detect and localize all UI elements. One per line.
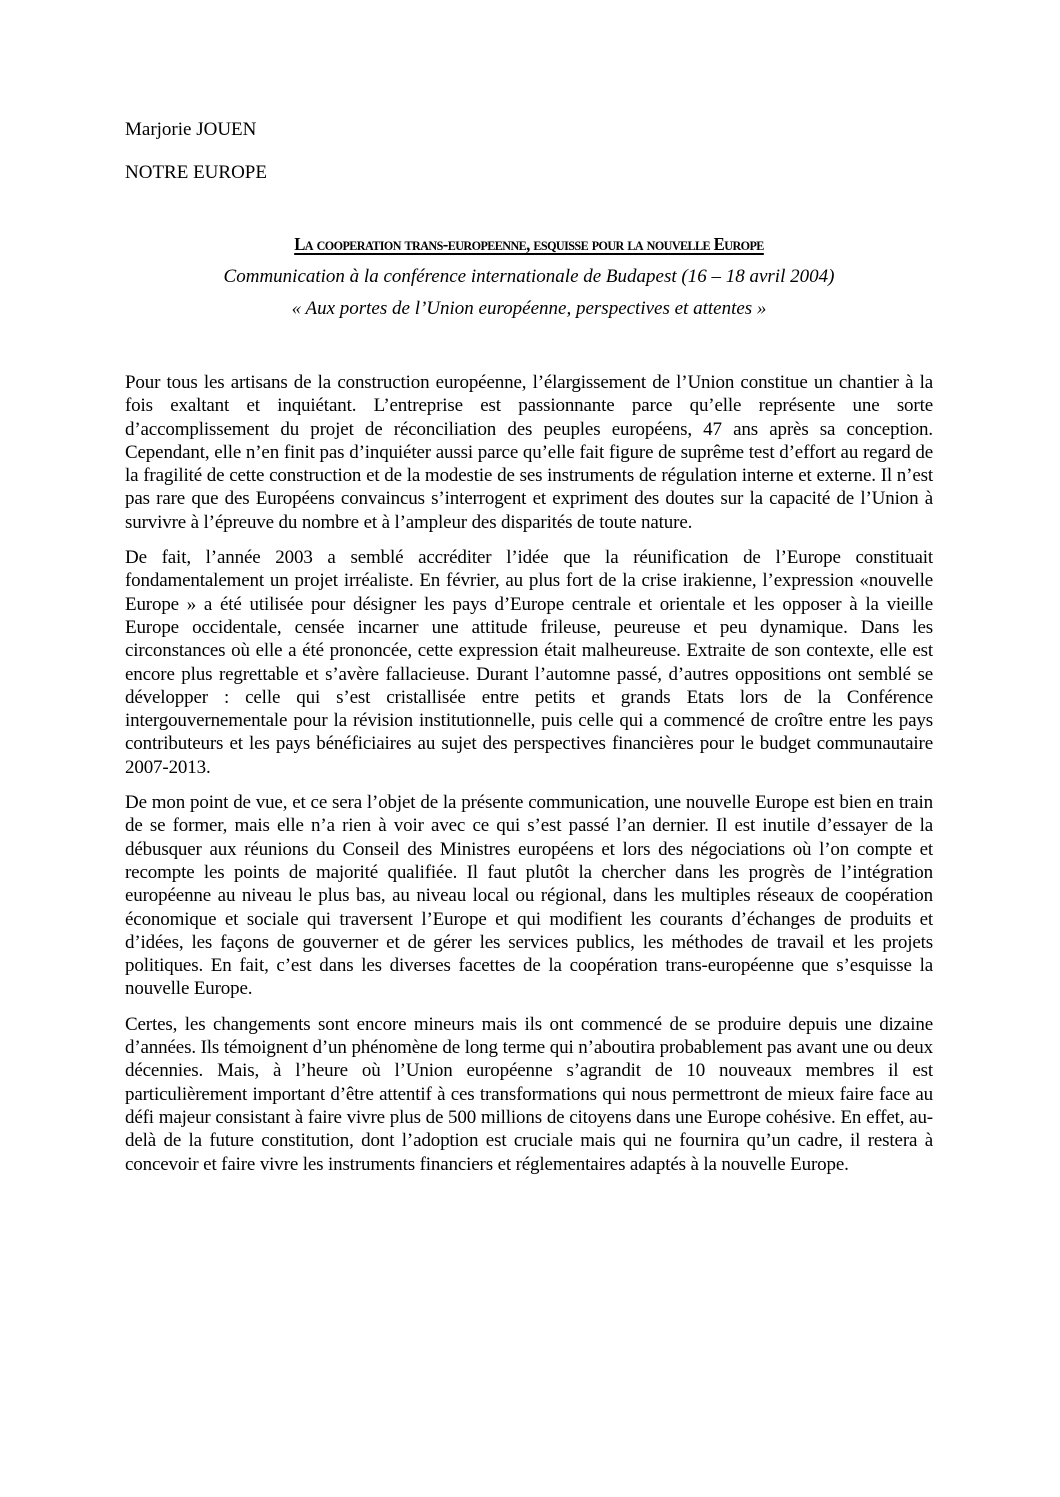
- organization-name: NOTRE EUROPE: [125, 162, 267, 183]
- document-subtitle: Communication à la conférence internationale de Budapest (16 – 18 avril 2004): [223, 266, 835, 287]
- body-paragraph-3: De mon point de vue, et ce sera l’objet de la présente communication, une nouvelle Europe est bien en train de se former, mais elle n’a rien à voir avec ce qui s’est passé l’an dernier. Il est inutile d’essayer de la débusquer aux réunions du Conseil des Ministres européens et lors des négociations où l’on compte et recompte les points de majorité qualifiée. Il faut plutôt la chercher dans les progrès de l’intégration européenne au niveau le plus bas, au niveau local ou régional, dans les multiples réseaux de coopération économique et sociale qui traversent l’Europe et qui modifient les courants d’échanges de produits et d’idées, les façons de gouverner et de gérer les services publics, les méthodes de travail et les projets politiques. En fait, c’est dans les diverses facettes de la coopération trans-européenne que s’esquisse la nouvelle Europe.: [125, 792, 933, 1000]
- body-paragraph-2: De fait, l’année 2003 a semblé accréditer l’idée que la réunification de l’Europe constituait fondamentalement un projet irréaliste. En février, au plus fort de la crise irakienne, l’expression «nouvelle Europe » a été utilisée pour désigner les pays d’Europe centrale et orientale et les opposer à la vieille Europe occidentale, censée incarner une attitude frileuse, peureuse et peu dynamique. Dans les circonstances où elle a été prononcée, cette expression était malheureuse. Extraite de son contexte, elle est encore plus regrettable et s’avère fallacieuse. Durant l’automne passé, d’autres oppositions ont semblé se développer : celle qui s’est cristallisée entre petits et grands Etats lors de la Conférence intergouvernementale pour la révision institutionnelle, puis celle qui a commencé de croître entre les pays contributeurs et les pays bénéficiaires au sujet des perspectives financières pour le budget communautaire 2007-2013.: [125, 547, 933, 778]
- body-paragraph-1: Pour tous les artisans de la construction européenne, l’élargissement de l’Union constitue un chantier à la fois exaltant et inquiétant. L’entreprise est passionnante parce qu’elle représente une sorte d’accomplissement du projet de réconciliation des peuples européens, 47 ans après sa conception. Cependant, elle n’en finit pas d’inquiéter aussi parce qu’elle fait figure de suprême test d’effort au regard de la fragilité de cette construction et de la modestie de ses instruments de régulation interne et externe. Il n’est pas rare que des Européens convaincus s’interrogent et expriment des doutes sur la capacité de l’Union à survivre à l’épreuve du nombre et à l’ampleur des disparités de toute nature.: [125, 372, 933, 533]
- document-quote: « Aux portes de l’Union européenne, perspectives et attentes »: [291, 298, 767, 319]
- document-body: [125, 371, 933, 1188]
- body-paragraph-4: Certes, les changements sont encore mineurs mais ils ont commencé de se produire depuis une dizaine d’années. Ils témoignent d’un phénomène de long terme qui n’aboutira probablement pas avant une ou deux décennies. Mais, à l’heure où l’Union européenne s’agrandit de 10 nouveaux membres il est particulièrement important d’être attentif à ces transformations qui nous permettront de mieux faire face au défi majeur consistant à faire vivre plus de 500 millions de citoyens dans une Europe cohésive. En effet, au-delà de la future constitution, dont l’adoption est cruciale mais qui ne fournira qu’un cadre, il restera à concevoir et faire vivre les instruments financiers et réglementaires adaptés à la nouvelle Europe.: [125, 1013, 933, 1175]
- title-block: [125, 232, 933, 321]
- author-name: Marjorie JOUEN: [125, 119, 257, 140]
- document-title: La cooperation trans-europeenne, esquisse pour la nouvelle Europe: [294, 234, 764, 254]
